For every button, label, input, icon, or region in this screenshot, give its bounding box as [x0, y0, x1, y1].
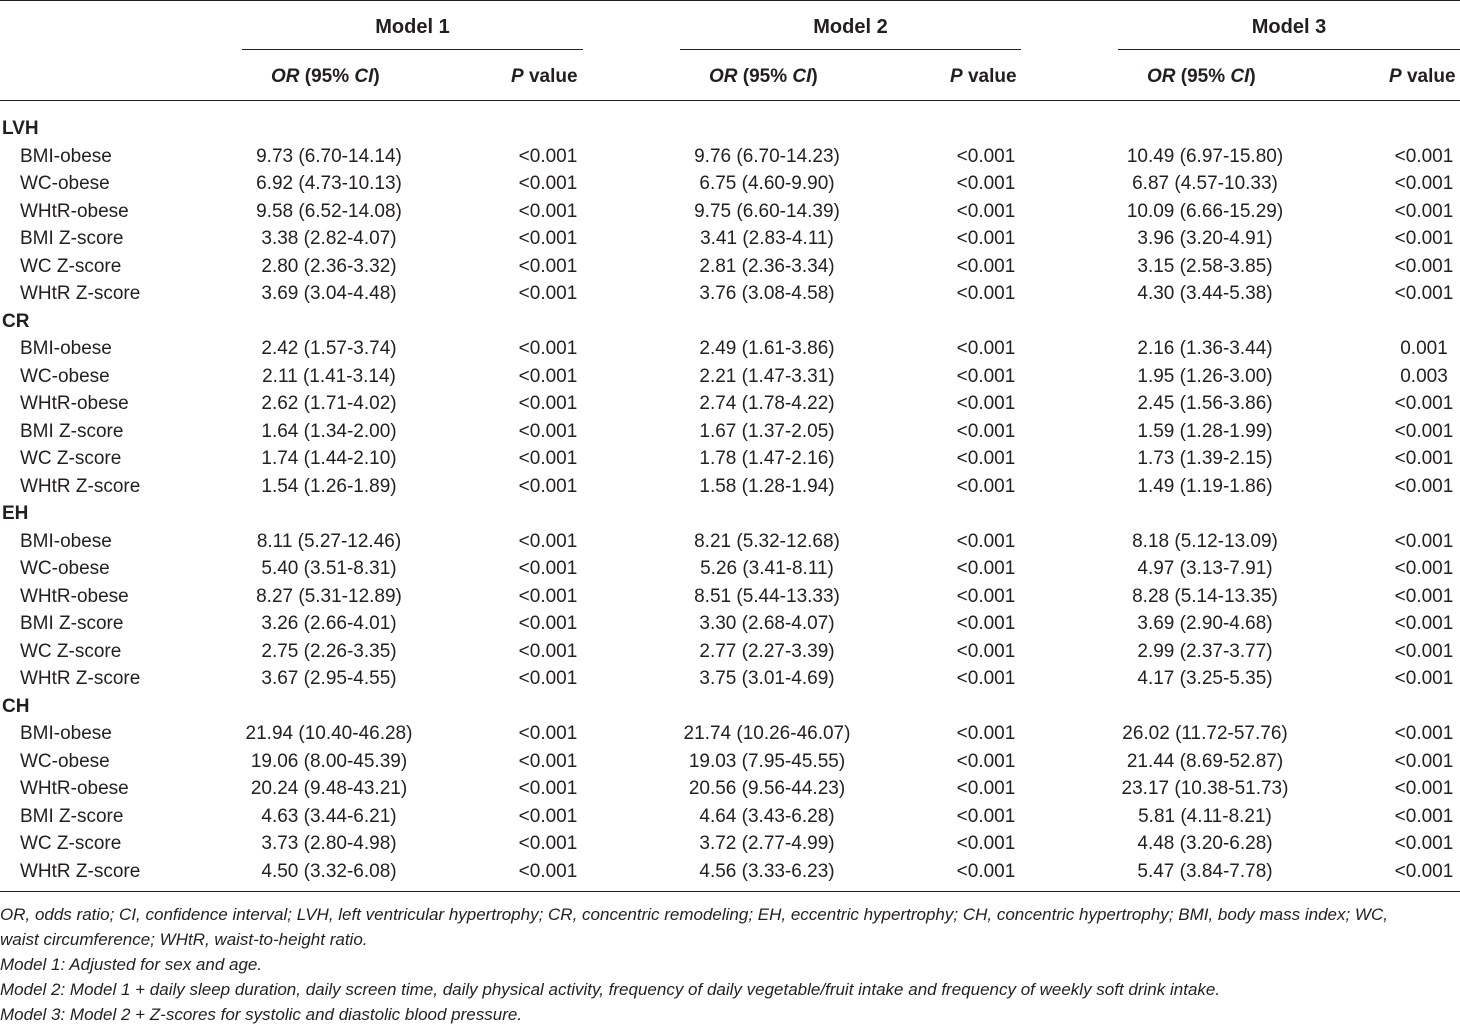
footnote-model2: Model 2: Model 1 + daily sleep duration, daily screen time, daily physical activity, frequency of daily vegetable/fruit intake and frequency of weekly soft drink intake. [0, 980, 1221, 999]
model2-p-cell: <0.001 [956, 805, 1016, 827]
model2-p-cell: <0.001 [956, 365, 1016, 387]
model1-or-cell: 2.11 (1.41-3.14) [262, 365, 396, 387]
model3-p-cell: <0.001 [1394, 283, 1454, 304]
model3-p-cell: 0.003 [1400, 365, 1448, 387]
section-header: CR [2, 310, 30, 332]
model1-p-cell: <0.001 [518, 365, 578, 387]
model3-or-cell: 1.49 (1.19-1.86) [1137, 475, 1273, 497]
model1-or-cell: 2.42 (1.57-3.74) [261, 338, 397, 359]
model2-or-cell: 2.74 (1.78-4.22) [699, 393, 835, 414]
table-top-rule [0, 0, 1460, 1]
model3-p-cell: <0.001 [1394, 668, 1454, 689]
model2-p-cell: <0.001 [956, 750, 1016, 772]
model3-or-cell: 21.44 (8.69-52.87) [1126, 750, 1284, 772]
model3-or-cell: 3.15 (2.58-3.85) [1137, 255, 1273, 277]
model1-p-cell: <0.001 [518, 283, 578, 304]
model2-or-cell: 9.76 (6.70-14.23) [694, 145, 840, 167]
model1-p-cell: <0.001 [518, 750, 578, 772]
model2-or-cell: 2.77 (2.27-3.39) [699, 640, 835, 662]
model3-or-cell: 8.18 (5.12-13.09) [1132, 530, 1278, 552]
model1-or-cell: 3.67 (2.95-4.55) [261, 668, 397, 689]
model1-p-cell: <0.001 [518, 255, 578, 277]
footnotes [0, 902, 1460, 1027]
row-label: BMI-obese [20, 338, 112, 359]
or-ci-header: OR (95% CI) [1147, 66, 1256, 87]
model3-or-cell: 8.28 (5.14-13.35) [1132, 585, 1278, 607]
model3-p-cell: <0.001 [1394, 255, 1454, 277]
model2-or-cell: 2.81 (2.36-3.34) [699, 255, 835, 277]
model2-p-cell: <0.001 [956, 558, 1016, 579]
model2-or-cell: 3.72 (2.77-4.99) [699, 833, 835, 854]
model1-p-cell: <0.001 [518, 860, 578, 882]
model1-or-cell: 21.94 (10.40-46.28) [245, 723, 413, 744]
model1-p-cell: <0.001 [518, 393, 578, 414]
model2-p-cell: <0.001 [956, 420, 1016, 442]
model2-p-cell: <0.001 [956, 145, 1016, 167]
model1-p-cell: <0.001 [518, 833, 578, 854]
model3-p-cell: <0.001 [1394, 805, 1454, 827]
row-label: BMI Z-score [20, 613, 124, 634]
model3-p-cell: <0.001 [1394, 723, 1454, 744]
row-label: WC Z-score [20, 833, 122, 854]
section-header: LVH [2, 118, 39, 139]
row-label: WC Z-score [20, 448, 122, 469]
p-value-header: P value [950, 66, 1017, 87]
model3-p-cell: <0.001 [1394, 750, 1454, 772]
model2-group-rule [680, 49, 1021, 50]
model1-p-cell: <0.001 [518, 475, 578, 497]
row-label: BMI-obese [20, 530, 112, 552]
row-label: WHtR-obese [20, 200, 129, 222]
model2-p-cell: <0.001 [956, 778, 1016, 799]
model1-or-cell: 9.58 (6.52-14.08) [256, 200, 402, 222]
model2-p-cell: <0.001 [956, 338, 1016, 359]
model2-p-cell: <0.001 [956, 283, 1016, 304]
model3-or-cell: 2.45 (1.56-3.86) [1137, 393, 1273, 414]
or-ci-header: OR (95% CI) [271, 66, 380, 87]
row-label: WHtR Z-score [20, 283, 141, 304]
model2-p-cell: <0.001 [956, 668, 1016, 689]
model2-or-cell: 3.76 (3.08-4.58) [699, 283, 835, 304]
model3-p-cell: <0.001 [1394, 475, 1454, 497]
model1-or-cell: 2.75 (2.26-3.35) [261, 640, 397, 662]
model3-p-cell: <0.001 [1394, 145, 1454, 167]
model2-or-cell: 4.64 (3.43-6.28) [699, 805, 835, 827]
model1-group-rule [242, 49, 583, 50]
model1-p-cell: <0.001 [518, 200, 578, 222]
model2-or-cell: 4.56 (3.33-6.23) [699, 860, 835, 882]
model1-p-cell: <0.001 [518, 558, 578, 579]
model1-or-cell: 1.74 (1.44-2.10) [261, 448, 397, 469]
model1-p-cell: <0.001 [518, 145, 578, 167]
model3-or-cell: 1.59 (1.28-1.99) [1137, 420, 1273, 442]
model1-or-cell: 1.54 (1.26-1.89) [261, 475, 397, 497]
row-label: WC-obese [20, 750, 110, 772]
model1-or-cell: 2.62 (1.71-4.02) [261, 393, 397, 414]
model3-p-cell: <0.001 [1394, 613, 1454, 634]
footnote-model1: Model 1: Adjusted for sex and age. [0, 955, 263, 974]
row-label: BMI-obese [20, 723, 112, 744]
model2-p-cell: <0.001 [956, 640, 1016, 662]
model3-p-cell: <0.001 [1394, 860, 1454, 882]
model2-p-cell: <0.001 [956, 530, 1016, 552]
model3-p-cell: <0.001 [1394, 530, 1454, 552]
model3-p-cell: <0.001 [1394, 228, 1454, 249]
row-label: BMI Z-score [20, 420, 124, 442]
model2-header: Model 2 [813, 16, 888, 38]
model1-p-cell: <0.001 [518, 723, 578, 744]
model3-or-cell: 5.47 (3.84-7.78) [1137, 860, 1273, 882]
row-label: WHtR Z-score [20, 668, 141, 689]
row-label: WC-obese [20, 173, 110, 194]
model3-p-cell: <0.001 [1394, 558, 1454, 579]
model3-or-cell: 1.95 (1.26-3.00) [1137, 365, 1273, 387]
model1-or-cell: 19.06 (8.00-45.39) [250, 750, 408, 772]
model3-p-cell: <0.001 [1394, 833, 1454, 854]
model1-or-cell: 2.80 (2.36-3.32) [261, 255, 397, 277]
model3-or-cell: 4.30 (3.44-5.38) [1137, 283, 1273, 304]
model2-or-cell: 20.56 (9.56-44.23) [688, 778, 846, 799]
model2-or-cell: 6.75 (4.60-9.90) [699, 173, 835, 194]
model2-or-cell: 3.75 (3.01-4.69) [699, 668, 835, 689]
model2-p-cell: <0.001 [956, 723, 1016, 744]
model1-or-cell: 4.50 (3.32-6.08) [261, 860, 397, 882]
or-ci-header: OR (95% CI) [709, 66, 818, 87]
model3-header: Model 3 [1251, 16, 1327, 38]
model3-or-cell: 10.49 (6.97-15.80) [1126, 145, 1284, 167]
model2-or-cell: 2.49 (1.61-3.86) [699, 338, 835, 359]
row-label: BMI-obese [20, 145, 112, 167]
model2-p-cell: <0.001 [956, 475, 1016, 497]
row-label: WC-obese [20, 365, 110, 387]
model2-p-cell: <0.001 [956, 200, 1016, 222]
model2-p-cell: <0.001 [956, 860, 1016, 882]
model3-p-cell: <0.001 [1394, 585, 1454, 607]
row-label: WHtR Z-score [20, 860, 141, 882]
model1-p-cell: <0.001 [518, 778, 578, 799]
model3-p-cell: <0.001 [1394, 778, 1454, 799]
model2-or-cell: 3.41 (2.83-4.11) [700, 228, 834, 249]
model3-p-cell: <0.001 [1394, 448, 1454, 469]
model3-p-cell: <0.001 [1394, 420, 1454, 442]
model1-p-cell: <0.001 [518, 530, 578, 552]
model1-or-cell: 6.92 (4.73-10.13) [256, 173, 402, 194]
model2-or-cell: 21.74 (10.26-46.07) [683, 723, 851, 744]
model1-p-cell: <0.001 [518, 613, 578, 634]
model1-p-cell: <0.001 [518, 805, 578, 827]
model2-or-cell: 3.30 (2.68-4.07) [699, 613, 835, 634]
model3-or-cell: 26.02 (11.72-57.76) [1122, 723, 1288, 744]
model2-or-cell: 8.51 (5.44-13.33) [694, 585, 840, 607]
model2-or-cell: 1.78 (1.47-2.16) [699, 448, 835, 469]
model1-or-cell: 3.38 (2.82-4.07) [261, 228, 397, 249]
model2-p-cell: <0.001 [956, 228, 1016, 249]
model2-or-cell: 2.21 (1.47-3.31) [699, 365, 835, 387]
row-label: WC-obese [20, 558, 110, 579]
model1-p-cell: <0.001 [518, 448, 578, 469]
model1-or-cell: 20.24 (9.48-43.21) [250, 778, 408, 799]
model3-or-cell: 5.81 (4.11-8.21) [1138, 805, 1272, 827]
model1-or-cell: 9.73 (6.70-14.14) [256, 145, 402, 167]
model3-p-cell: 0.001 [1400, 338, 1448, 359]
model2-or-cell: 1.67 (1.37-2.05) [699, 420, 835, 442]
row-label: BMI Z-score [20, 228, 124, 249]
model1-or-cell: 5.40 (3.51-8.31) [261, 558, 397, 579]
model2-or-cell: 5.26 (3.41-8.11) [700, 558, 834, 579]
model2-or-cell: 19.03 (7.95-45.55) [688, 750, 846, 772]
model1-p-cell: <0.001 [518, 338, 578, 359]
model2-p-cell: <0.001 [956, 173, 1016, 194]
model1-p-cell: <0.001 [518, 585, 578, 607]
model3-or-cell: 23.17 (10.38-51.73) [1121, 778, 1289, 799]
model3-or-cell: 4.97 (3.13-7.91) [1137, 558, 1273, 579]
section-header: EH [2, 503, 29, 524]
model3-p-cell: <0.001 [1394, 393, 1454, 414]
model2-p-cell: <0.001 [956, 613, 1016, 634]
section-header: CH [2, 695, 30, 717]
model1-or-cell: 8.27 (5.31-12.89) [256, 585, 402, 607]
model3-p-cell: <0.001 [1394, 200, 1454, 222]
row-label: BMI Z-score [20, 805, 124, 827]
model1-p-cell: <0.001 [518, 173, 578, 194]
row-label: WHtR Z-score [20, 475, 141, 497]
model1-p-cell: <0.001 [518, 420, 578, 442]
footnote-abbreviations: OR, odds ratio; CI, confidence interval; LVH, left ventricular hypertrophy; CR, concentric remodeling; EH, eccentric hypertrophy; CH, concentric hypertrophy; BMI, body mass index; WC, [0, 905, 1388, 924]
model1-or-cell: 8.11 (5.27-12.46) [256, 530, 402, 552]
model2-or-cell: 1.58 (1.28-1.94) [699, 475, 835, 497]
model2-p-cell: <0.001 [956, 393, 1016, 414]
model3-or-cell: 3.96 (3.20-4.91) [1137, 228, 1273, 249]
model2-p-cell: <0.001 [956, 833, 1016, 854]
p-value-header: P value [1389, 66, 1456, 87]
model1-or-cell: 1.64 (1.34-2.00) [261, 420, 397, 442]
p-value-header: P value [511, 66, 578, 87]
model1-or-cell: 3.26 (2.66-4.01) [261, 613, 397, 634]
model2-or-cell: 8.21 (5.32-12.68) [694, 530, 840, 552]
model1-header: Model 1 [375, 16, 450, 38]
row-label: WC Z-score [20, 255, 122, 277]
model3-p-cell: <0.001 [1394, 173, 1454, 194]
model3-or-cell: 4.48 (3.20-6.28) [1137, 833, 1273, 854]
footnote-abbreviations-cont: waist circumference; WHtR, waist-to-height ratio. [0, 930, 368, 949]
model3-p-cell: <0.001 [1394, 640, 1454, 662]
model3-or-cell: 1.73 (1.39-2.15) [1137, 448, 1273, 469]
header-bottom-rule [0, 100, 1460, 101]
model2-p-cell: <0.001 [956, 448, 1016, 469]
model3-or-cell: 2.16 (1.36-3.44) [1137, 338, 1273, 359]
model3-or-cell: 6.87 (4.57-10.33) [1132, 173, 1278, 194]
model2-p-cell: <0.001 [956, 585, 1016, 607]
model1-p-cell: <0.001 [518, 640, 578, 662]
model3-or-cell: 4.17 (3.25-5.35) [1137, 668, 1273, 689]
row-label: WHtR-obese [20, 393, 129, 414]
row-label: WHtR-obese [20, 778, 129, 799]
model1-or-cell: 3.73 (2.80-4.98) [261, 833, 397, 854]
model3-group-rule [1118, 49, 1460, 50]
model3-or-cell: 2.99 (2.37-3.77) [1137, 640, 1273, 662]
model3-or-cell: 10.09 (6.66-15.29) [1126, 200, 1284, 222]
row-label: WC Z-score [20, 640, 122, 662]
model1-p-cell: <0.001 [518, 668, 578, 689]
model1-or-cell: 4.63 (3.44-6.21) [261, 805, 397, 827]
model1-p-cell: <0.001 [518, 228, 578, 249]
table-bottom-rule [0, 891, 1460, 892]
model1-or-cell: 3.69 (3.04-4.48) [261, 283, 397, 304]
row-label: WHtR-obese [20, 585, 129, 607]
model3-or-cell: 3.69 (2.90-4.68) [1137, 613, 1273, 634]
footnote-model3: Model 3: Model 2 + Z-scores for systolic and diastolic blood pressure. [0, 1005, 523, 1024]
model2-p-cell: <0.001 [956, 255, 1016, 277]
model2-or-cell: 9.75 (6.60-14.39) [694, 200, 840, 222]
